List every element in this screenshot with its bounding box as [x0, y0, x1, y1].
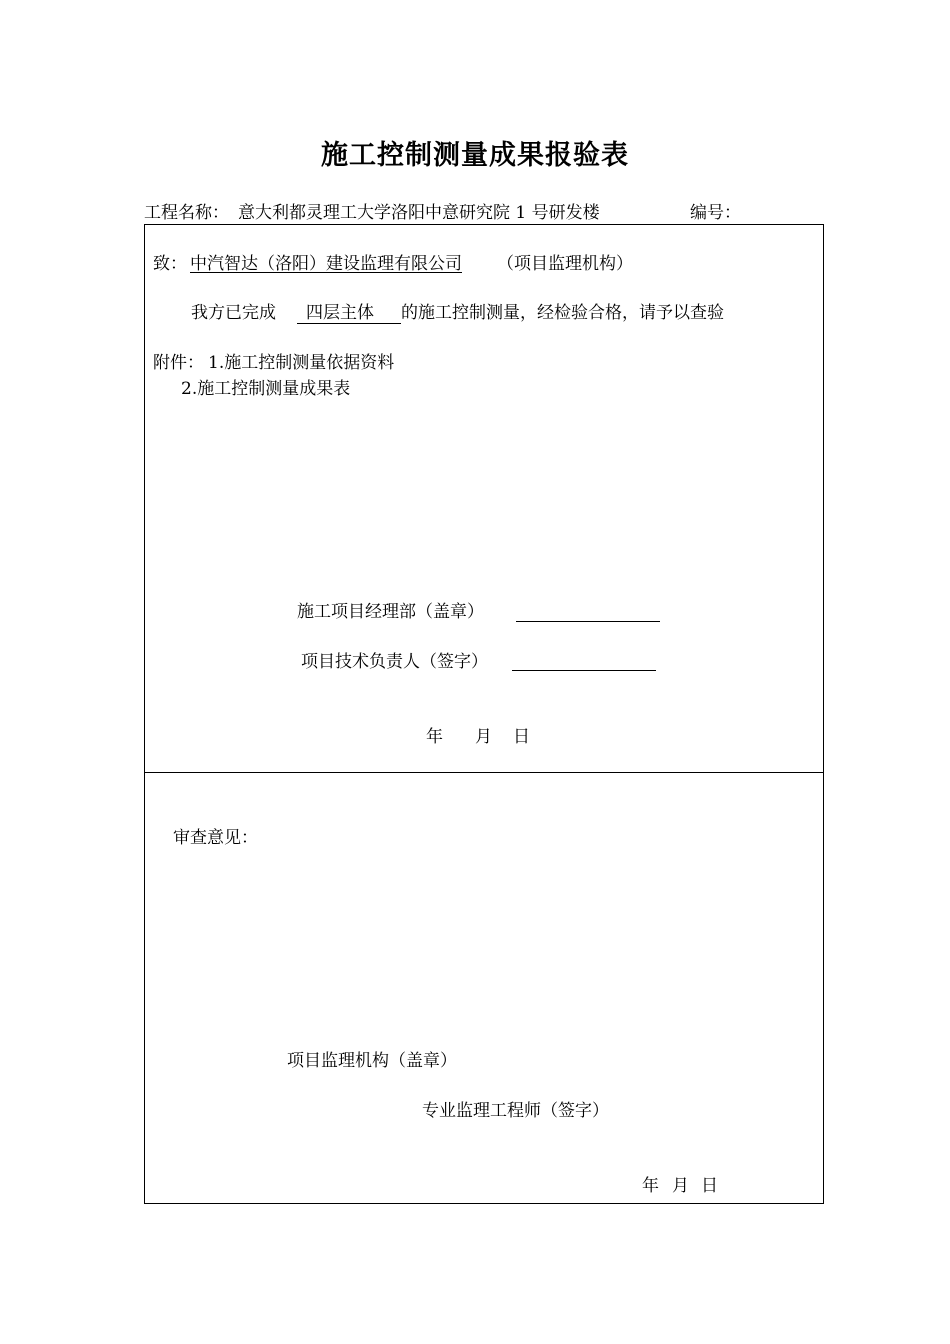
tech-signature-line[interactable] [512, 670, 656, 671]
form-title: 施工控制测量成果报验表 [321, 140, 629, 171]
review-date-day: 日 [701, 1176, 718, 1196]
review-date-year: 年 [642, 1176, 659, 1196]
date-year: 年 [426, 727, 443, 747]
project-label: 工程名称： [144, 203, 229, 223]
date-month: 月 [475, 727, 492, 747]
dept-stamp-label: 施工项目经理部（盖章） [297, 602, 484, 622]
body-suffix: 的施工控制测量，经检验合格，请予以查验 [401, 303, 724, 323]
attachment-item: 2.施工控制测量成果表 [181, 379, 351, 399]
tech-signature-label: 项目技术负责人（签字） [301, 652, 488, 672]
review-date-month: 月 [672, 1176, 689, 1196]
project-name: 意大利都灵理工大学洛阳中意研究院 1 号研发楼 [238, 203, 600, 223]
date-day: 日 [513, 727, 530, 747]
work-item-underline [297, 323, 401, 324]
recipient-suffix: （项目监理机构） [497, 254, 633, 274]
attachment-item: 1.施工控制测量依据资料 [208, 353, 395, 373]
body-prefix: 我方已完成 [191, 303, 276, 323]
to-prefix: 致： [153, 254, 187, 274]
section-divider [144, 772, 824, 773]
dept-stamp-line[interactable] [516, 621, 660, 622]
number-label: 编号： [690, 203, 741, 223]
recipient-name: 中汽智达（洛阳）建设监理有限公司 [190, 254, 462, 274]
attachments-label: 附件： [153, 353, 204, 373]
supervision-org-label: 项目监理机构（盖章） [287, 1051, 457, 1071]
review-opinion-label: 审查意见： [173, 828, 258, 848]
engineer-signature-label: 专业监理工程师（签字） [422, 1101, 609, 1121]
work-item: 四层主体 [306, 303, 374, 323]
